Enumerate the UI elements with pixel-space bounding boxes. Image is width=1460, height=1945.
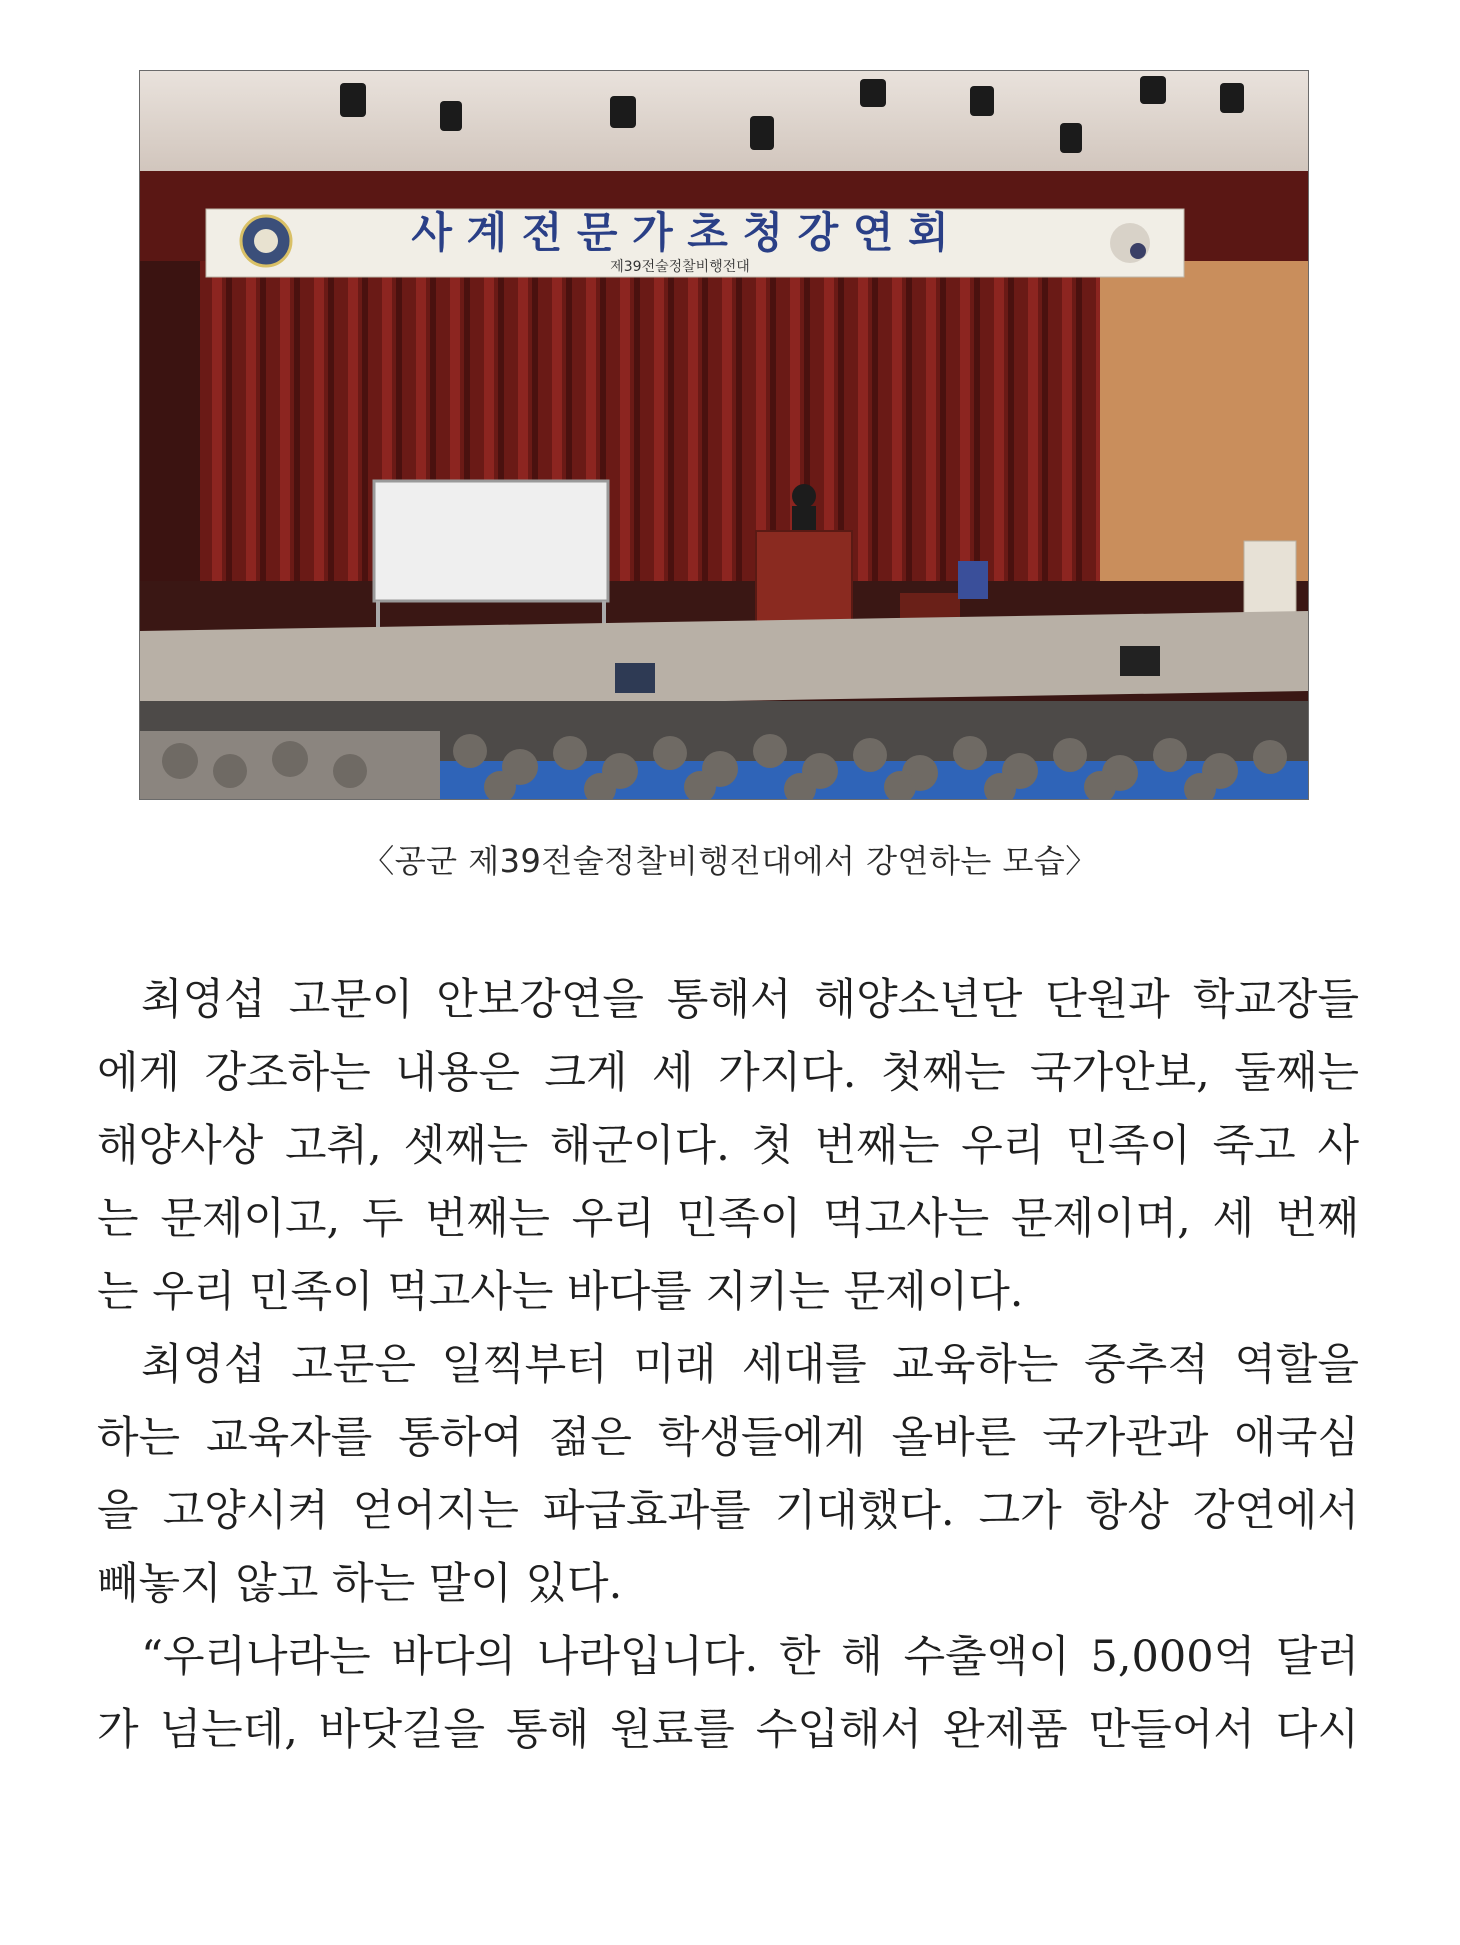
text-line: 최영섭 고문은 일찍부터 미래 세대를 교육하는 중추적 역할을: [141, 1340, 1359, 1390]
auditorium-photo-illustration: [140, 71, 1308, 799]
text-line: “우리나라는 바다의 나라입니다. 한 해 수출액이 5,000억 달러: [141, 1632, 1359, 1682]
stage-curtain: [200, 261, 1100, 581]
text-line: 하는 교육자를 통하여 젊은 학생들에게 올바른 국가관과 애국심: [97, 1413, 1359, 1463]
paragraph-3: [97, 1621, 1359, 1767]
text-line: 해양사상 고취, 셋째는 해군이다. 첫 번째는 우리 민족이 죽고 사: [97, 1121, 1359, 1171]
photo-caption: 〈공군 제39전술정찰비행전대에서 강연하는 모습〉: [362, 842, 1098, 880]
ceiling: [140, 71, 1308, 181]
text-line: 을 고양시켜 얻어지는 파급효과를 기대했다. 그가 항상 강연에서: [97, 1486, 1359, 1536]
text-line: 는 우리 민족이 먹고사는 바다를 지키는 문제이다.: [97, 1267, 1024, 1317]
paragraph-1: [97, 964, 1359, 1329]
paragraph-2: [97, 1329, 1359, 1621]
text-line: 최영섭 고문이 안보강연을 통해서 해양소년단 단원과 학교장들: [141, 975, 1359, 1025]
text-line: 에게 강조하는 내용은 크게 세 가지다. 첫째는 국가안보, 둘째는: [97, 1048, 1359, 1098]
event-banner: [206, 208, 1184, 277]
side-wall: [1090, 261, 1308, 581]
mascot-icon: [1110, 223, 1150, 263]
lecture-photo: [139, 70, 1309, 800]
text-line: 는 문제이고, 두 번째는 우리 민족이 먹고사는 문제이며, 세 번째: [97, 1194, 1359, 1244]
banner-title: 사 계 전 문 가 초 청 강 연 회: [411, 208, 949, 257]
text-line: 빼놓지 않고 하는 말이 있다.: [97, 1559, 623, 1609]
body-text: [97, 964, 1359, 1767]
text-line: 가 넘는데, 바닷길을 통해 원료를 수입해서 완제품 만들어서 다시: [97, 1705, 1359, 1755]
banner-subtitle: 제39전술정찰비행전대: [610, 259, 750, 275]
